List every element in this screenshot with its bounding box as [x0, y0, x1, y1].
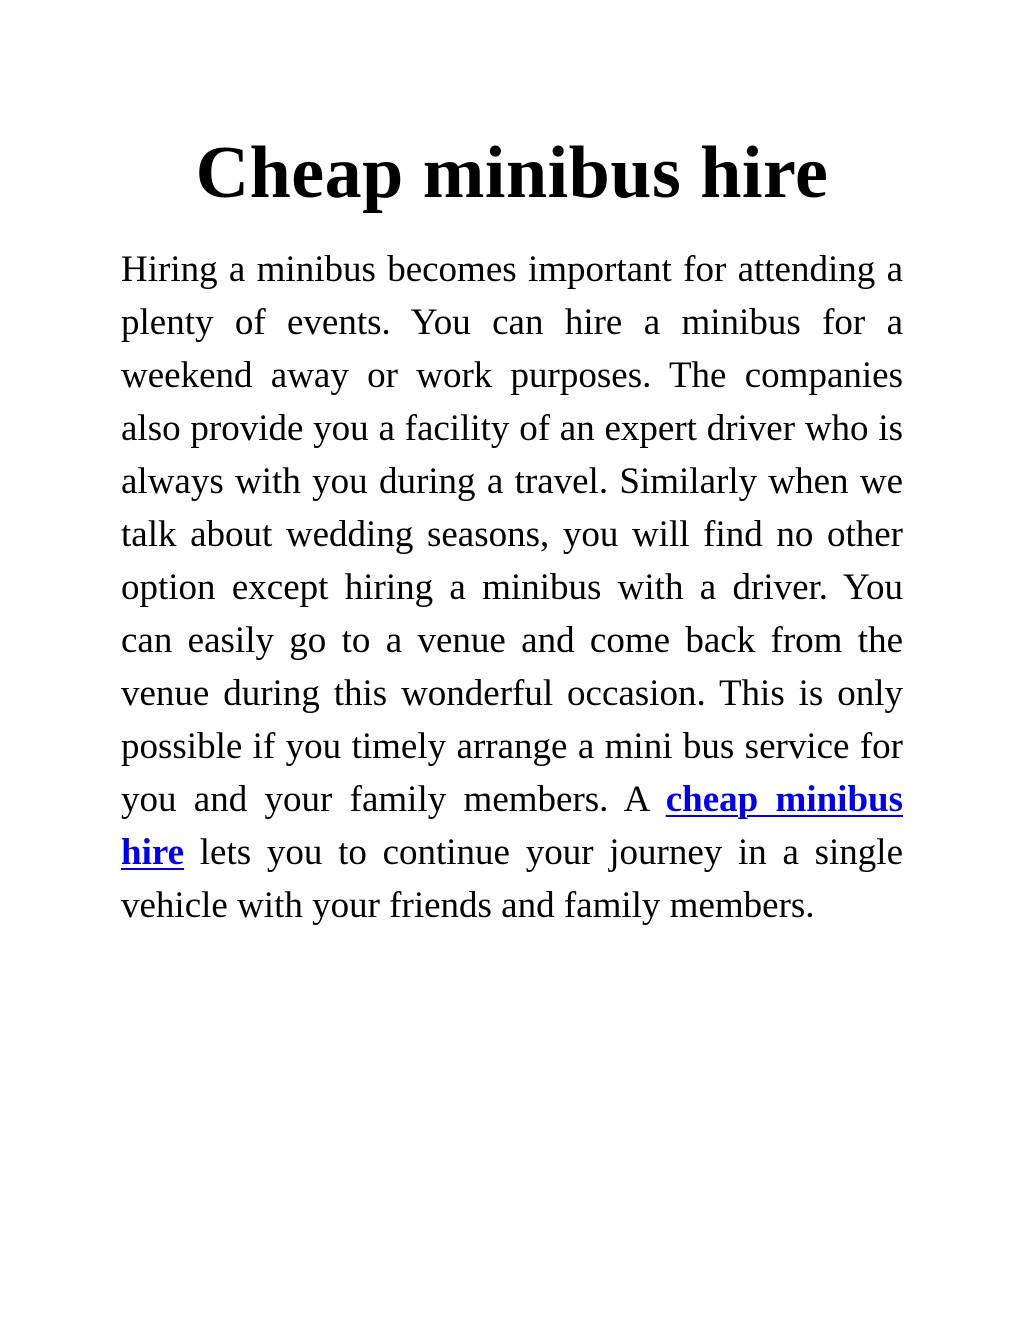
cheap-minibus-hire-link[interactable]: cheap minibus hire: [121, 779, 904, 873]
page-title: Cheap minibus hire: [195, 132, 829, 214]
paragraph-text-after-link: lets you to continue your journey in a single vehicle with your friends and family members.: [121, 832, 903, 926]
body-paragraph: [121, 243, 903, 932]
paragraph-text-before-link: Hiring a minibus becomes important for attending a plenty of events. You can hire a minibus for a weekend away or work purposes. The companies also provide you a facility of an expert driver who is always with you during a travel. Similarly when we talk about wedding seasons, you will find no other option except hiring a minibus with a driver. You can easily go to a venue and come back from the venue during this wonderful occasion. This is only possible if you timely arrange a mini bus service for you and your family members. A: [121, 249, 903, 820]
